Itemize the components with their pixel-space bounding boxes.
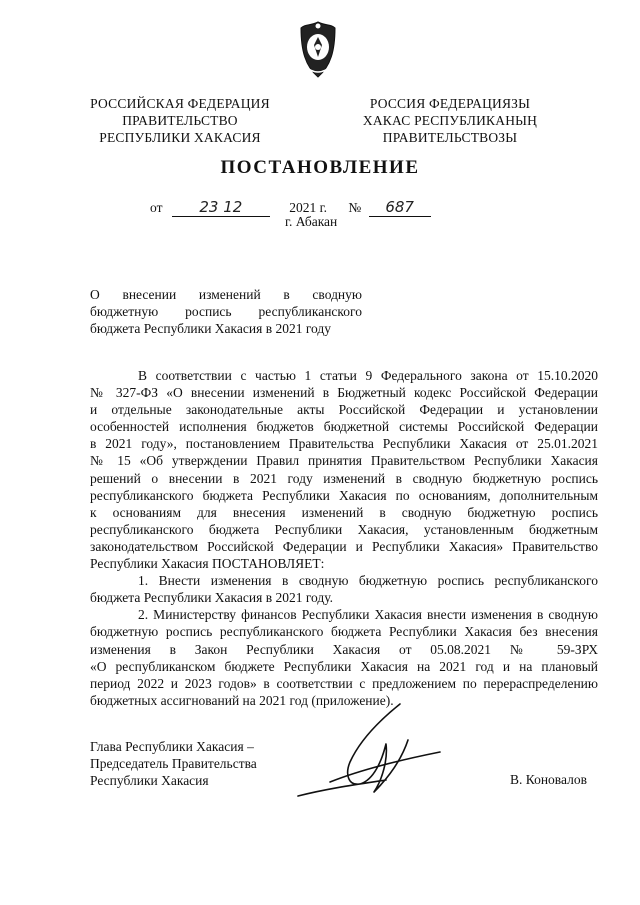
body-line: особенностей исполнения бюджетов бюджетной системы Российской Федерации <box>90 419 598 435</box>
coat-of-arms-emblem <box>295 20 341 80</box>
subject-line: О внесении изменений в сводную <box>90 287 362 302</box>
body-line: к основаниям для внесения изменений в сводную бюджетную роспись <box>90 504 598 520</box>
date-from-label: от <box>150 200 163 215</box>
signer-name: В. Коновалов <box>510 772 587 787</box>
signer-title-line: Республики Хакасия <box>90 773 209 788</box>
document-body <box>90 367 598 709</box>
body-line: решений о внесении в 2021 году изменений в сводную бюджетную роспись <box>90 470 598 486</box>
document-title: ПОСТАНОВЛЕНИЕ <box>220 157 420 178</box>
signer-title <box>90 738 257 789</box>
body-line: бюджета Республики Хакасия в 2021 году. <box>90 590 334 606</box>
header-right-line: РОССИЯ ФЕДЕРАЦИЯЗЫ <box>369 96 531 111</box>
body-line: законодательством Российской Федерации и Республики Хакасия» Правительство <box>90 538 598 554</box>
body-line: бюджетных ассигнований на 2021 год (приложение). <box>90 692 394 708</box>
body-line: и отдельные законодательные акты Российской Федерации и установлении <box>90 402 598 418</box>
body-line: республиканского бюджета Республики Хакасия, установленным бюджетным <box>90 521 598 537</box>
body-line: республиканского бюджета Республики Хакасия по основаниям, дополнительным <box>90 487 598 503</box>
signer-title-line: Глава Республики Хакасия – <box>90 739 254 754</box>
subject-line: бюджета Республики Хакасия в 2021 году <box>90 321 332 336</box>
document-subject <box>90 286 362 337</box>
body-line: период 2022 и 2023 годов» в соответствии с предложением по перераспределению <box>90 675 598 691</box>
body-line: 1. Внести изменения в сводную бюджетную роспись республиканского <box>138 573 598 589</box>
header-right-khakas <box>345 95 555 146</box>
subject-line: бюджетную роспись республиканского <box>90 304 362 319</box>
body-line: бюджетную роспись республиканского бюджета Республики Хакасия без внесения <box>90 624 598 640</box>
number-label: № <box>348 200 362 215</box>
date-handwritten: 23 12 <box>172 198 270 217</box>
header-left-line: РЕСПУБЛИКИ ХАКАСИЯ <box>99 130 261 145</box>
signer-title-line: Председатель Правительства <box>90 756 257 771</box>
body-line: В соответствии с частью 1 статьи 9 Федерального закона от 15.10.2020 <box>138 368 598 383</box>
number-handwritten: 687 <box>369 198 431 217</box>
city-label: г. Абакан <box>285 214 338 229</box>
body-line: № 15 «Об утверждении Правил принятия Правительством Республики Хакасия <box>90 453 598 469</box>
header-left-russian <box>80 95 280 146</box>
header-left-line: РОССИЙСКАЯ ФЕДЕРАЦИЯ <box>90 96 270 111</box>
body-line: 2. Министерству финансов Республики Хакасия внести изменения в сводную <box>138 607 598 623</box>
header-left-line: ПРАВИТЕЛЬСТВО <box>122 113 238 128</box>
body-line: № 327-ФЗ «О внесении изменений в Бюджетный кодекс Российской Федерации <box>90 385 598 401</box>
date-year: 2021 г. <box>289 200 327 215</box>
body-line: изменения в Закон Республики Хакасия от 05.08.2021 № 59-ЗРХ <box>90 641 598 657</box>
header-right-line: ХАКАС РЕСПУБЛИКАНЫҢ <box>362 113 538 128</box>
header-right-line: ПРАВИТЕЛЬСТВОЗЫ <box>382 130 518 145</box>
body-line: Республики Хакасия ПОСТАНОВЛЯЕТ: <box>90 556 325 572</box>
body-line: «О республиканском бюджете Республики Хакасия на 2021 год и на плановый <box>90 658 598 674</box>
handwritten-signature <box>290 700 450 810</box>
body-line: в 2021 году», постановлением Правительства Республики Хакасия от 25.01.2021 <box>90 436 598 452</box>
